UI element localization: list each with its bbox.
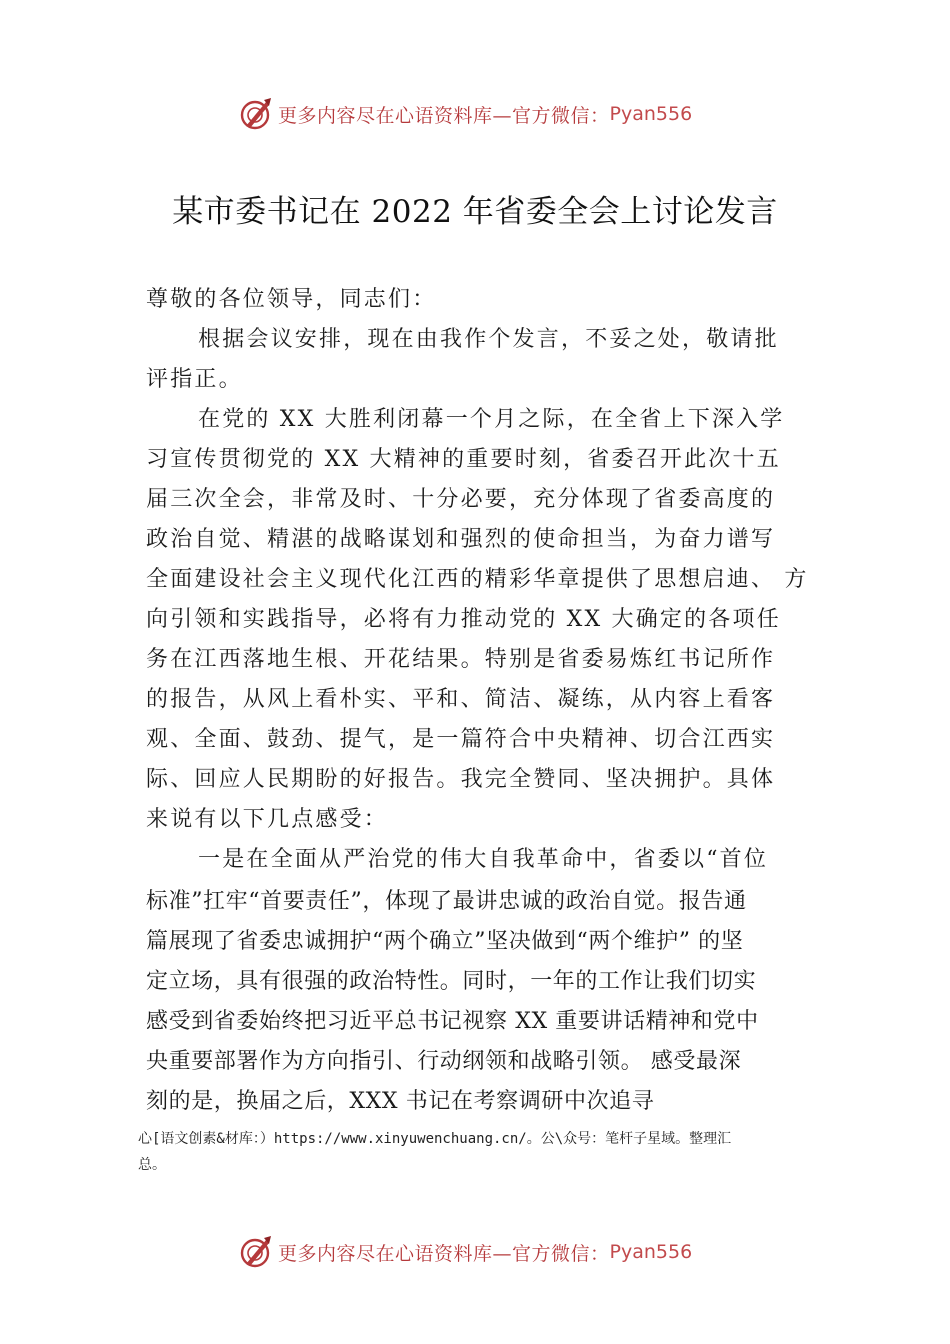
body-line: 来说有以下几点感受：: [146, 807, 389, 832]
body-line: 标准”扛牢“首要责任”，体现了最讲忠诚的政治自觉。报告通: [146, 889, 747, 914]
body-line: 刻的是，换届之后，XXX 书记在考察调研中次追寻: [146, 1089, 655, 1114]
body-line: 评指正。: [146, 367, 243, 392]
banner-text: 更多内容尽在心语资料库—官方微信：: [278, 1242, 610, 1265]
page-title: 某市委书记在 2022 年省委全会上讨论发言: [172, 194, 778, 230]
wechat-id: Pyan556: [609, 1241, 693, 1263]
logo-icon: [238, 96, 274, 132]
body-line: 感受到省委始终把习近平总书记视察 XX 重要讲话精神和党中: [146, 1009, 759, 1034]
body-line: 的报告，从风上看朴实、平和、简洁、凝练，从内容上看客: [146, 687, 776, 712]
body-line: 全面建设社会主义现代化江西的精彩华章提供了思想启迪、 方: [146, 567, 809, 592]
body-line: 政治自觉、精湛的战略谋划和强烈的使命担当，为奋力谱写: [146, 527, 776, 552]
body-line: 向引领和实践指导，必将有力推动党的 XX 大确定的各项任: [146, 607, 781, 632]
body-line: 际、回应人民期盼的好报告。我完全赞同、坚决拥护。具体: [146, 767, 776, 792]
body-line: 篇展现了省委忠诚拥护“两个确立”坚决做到“两个维护” 的坚: [146, 929, 744, 954]
body-line: 在党的 XX 大胜利闭幕一个月之际，在全省上下深入学: [198, 407, 785, 432]
body-line: 尊敬的各位领导，同志们：: [146, 287, 437, 312]
wechat-id: Pyan556: [609, 103, 693, 125]
body-line: 央重要部署作为方向指引、行动纲领和战略引领。 感受最深: [146, 1049, 742, 1074]
body-line: 习宣传贯彻党的 XX 大精神的重要时刻，省委召开此次十五: [146, 447, 781, 472]
body-line: 根据会议安排，现在由我作个发言，不妥之处，敬请批: [198, 327, 779, 352]
body-line: 务在江西落地生根、开花结果。特别是省委易炼红书记所作: [146, 647, 776, 672]
body-line: 定立场，具有很强的政治特性。同时，一年的工作让我们切实: [146, 969, 757, 994]
body-line: 观、全面、鼓劲、提气，是一篇符合中央精神、切合江西实: [146, 727, 776, 752]
footer-banner: [0, 1232, 950, 1272]
body-line: 一是在全面从严治党的伟大自我革命中，省委以“首位: [198, 847, 769, 872]
body-line: 届三次全会，非常及时、十分必要，充分体现了省委高度的: [146, 487, 776, 512]
banner-text: 更多内容尽在心语资料库—官方微信：: [278, 104, 610, 127]
header-banner: [0, 94, 950, 134]
source-note: 心[语文创素&材库：）https://www.xinyuwenchuang.cn/。公\众号：笔杆子星域。整理汇: [138, 1131, 732, 1147]
logo-icon: [238, 1234, 274, 1270]
source-note-cont: 总。: [138, 1157, 166, 1173]
